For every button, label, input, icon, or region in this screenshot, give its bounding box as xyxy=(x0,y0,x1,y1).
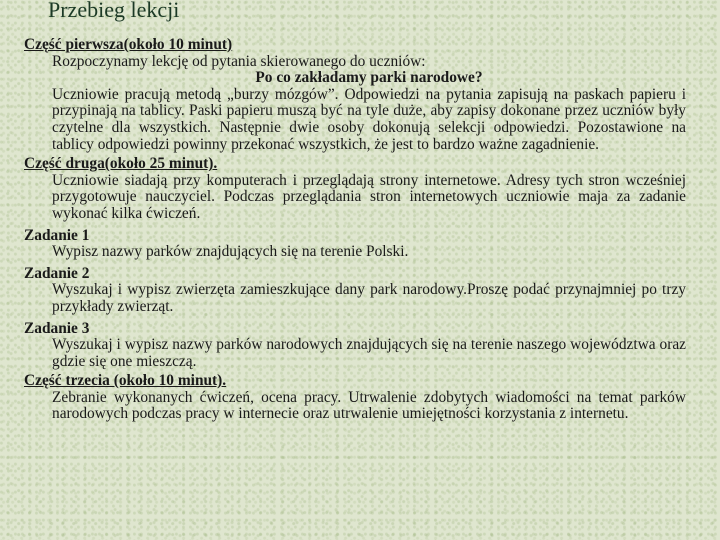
part3-heading: Część trzecia (około 10 minut). xyxy=(24,372,227,390)
task-1-text: Wypisz nazwy parków znajdujących się na terenie Polski. xyxy=(52,243,409,261)
part2-body: Uczniowie siadają przy komputerach i przeglądają strony internetowe. Adresy tych stron wcześniej przygotowuje nauczyciel. Podczas przeglądania stron internetowych uczniowie maja za zadanie wykonać kilka ćwiczeń. xyxy=(52,171,686,222)
part1-body: Uczniowie pracują metodą „burzy mózgów”. Odpowiedzi na pytania zapisują na paskach papieru i przypinają na tablicy. Paski papieru muszą być na tyle duże, aby zapisy dokonane przez uczniów były czytelne dla wszystkich. Następnie dwie osoby dokonują selekcji odpowiedzi. Pozostawione na tablicy odpowiedzi powinny przekonać wszystkich, że jest to bardzo ważne zagadnienie. xyxy=(52,85,686,153)
task-2-label: Zadanie 2 xyxy=(24,264,90,282)
slide-title: Przebieg lekcji xyxy=(48,0,180,22)
task-1-label: Zadanie 1 xyxy=(24,226,90,244)
task-3-text: Wyszukaj i wypisz nazwy parków narodowych znajdujących się na terenie naszego województwa oraz gdzie się one mieszczą. xyxy=(52,336,686,370)
task-3-label: Zadanie 3 xyxy=(24,319,90,337)
lesson-content xyxy=(24,37,686,423)
part3-body: Zebranie wykonanych ćwiczeń, ocena pracy. Utrwalenie zdobytych wiadomości na temat parków narodowych podczas pracy w internecie oraz utrwalenie umiejętności korzystania z internetu. xyxy=(52,388,686,423)
part2-heading: Część druga(około 25 minut). xyxy=(24,155,218,173)
task-2-text: Wyszukaj i wypisz zwierzęta zamieszkujące dany park narodowy.Proszę podać przynajmniej po trzy przykłady zwierząt. xyxy=(52,281,686,315)
part1-intro: Rozpoczynamy lekcję od pytania skierowanego do uczniów: xyxy=(52,52,426,70)
part1-question: Po co zakładamy parki narodowe? xyxy=(255,69,483,87)
part1-heading: Część pierwsza(około 10 minut) xyxy=(24,36,233,53)
